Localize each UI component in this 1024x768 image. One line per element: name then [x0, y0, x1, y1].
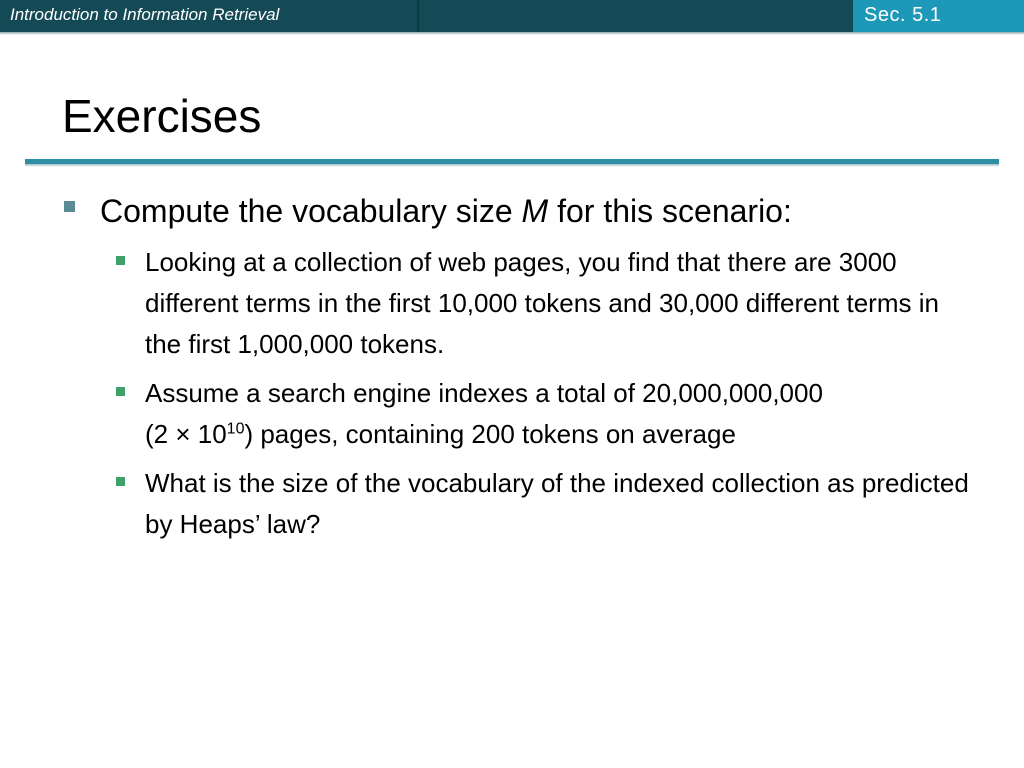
main-bullet-text: Compute the vocabulary size: [100, 193, 522, 229]
section-label: Sec. 5.1: [864, 4, 942, 26]
sub-bullet-square-icon: [116, 387, 125, 396]
header-divider: [417, 0, 419, 32]
sub-bullet-square-icon: [116, 256, 125, 265]
main-bullet: [100, 190, 792, 232]
sub-bullet-question: What is the size of the vocabulary of the indexed collection as predicted by Heaps’ law?: [145, 468, 969, 539]
main-bullet-text-end: for this scenario:: [548, 193, 792, 229]
header-shadow: [0, 32, 1024, 35]
sub-bullet-line-1: Assume a search engine indexes a total of 20,000,000,000: [145, 378, 823, 408]
sub-bullet-square-icon: [116, 477, 125, 486]
section-badge: [853, 0, 1024, 32]
bullet-square-icon: [64, 201, 75, 212]
slide-title: Exercises: [62, 90, 262, 142]
sub-bullet-line-2-end: ) pages, containing 200 tokens on average: [244, 419, 736, 449]
sub-bullet-line-2: (2 × 10: [145, 419, 227, 449]
exponent: 10: [226, 420, 245, 438]
sub-bullet-collection: Looking at a collection of web pages, you find that there are 3000 different terms in the first 10,000 tokens and 30,000 different terms in the first 1,000,000 tokens.: [145, 247, 939, 359]
sub-bullet-search-engine: [145, 373, 975, 455]
vocabulary-variable: M: [521, 193, 549, 229]
course-title: Introduction to Information Retrieval: [10, 5, 280, 24]
title-underline-shadow: [25, 164, 999, 167]
